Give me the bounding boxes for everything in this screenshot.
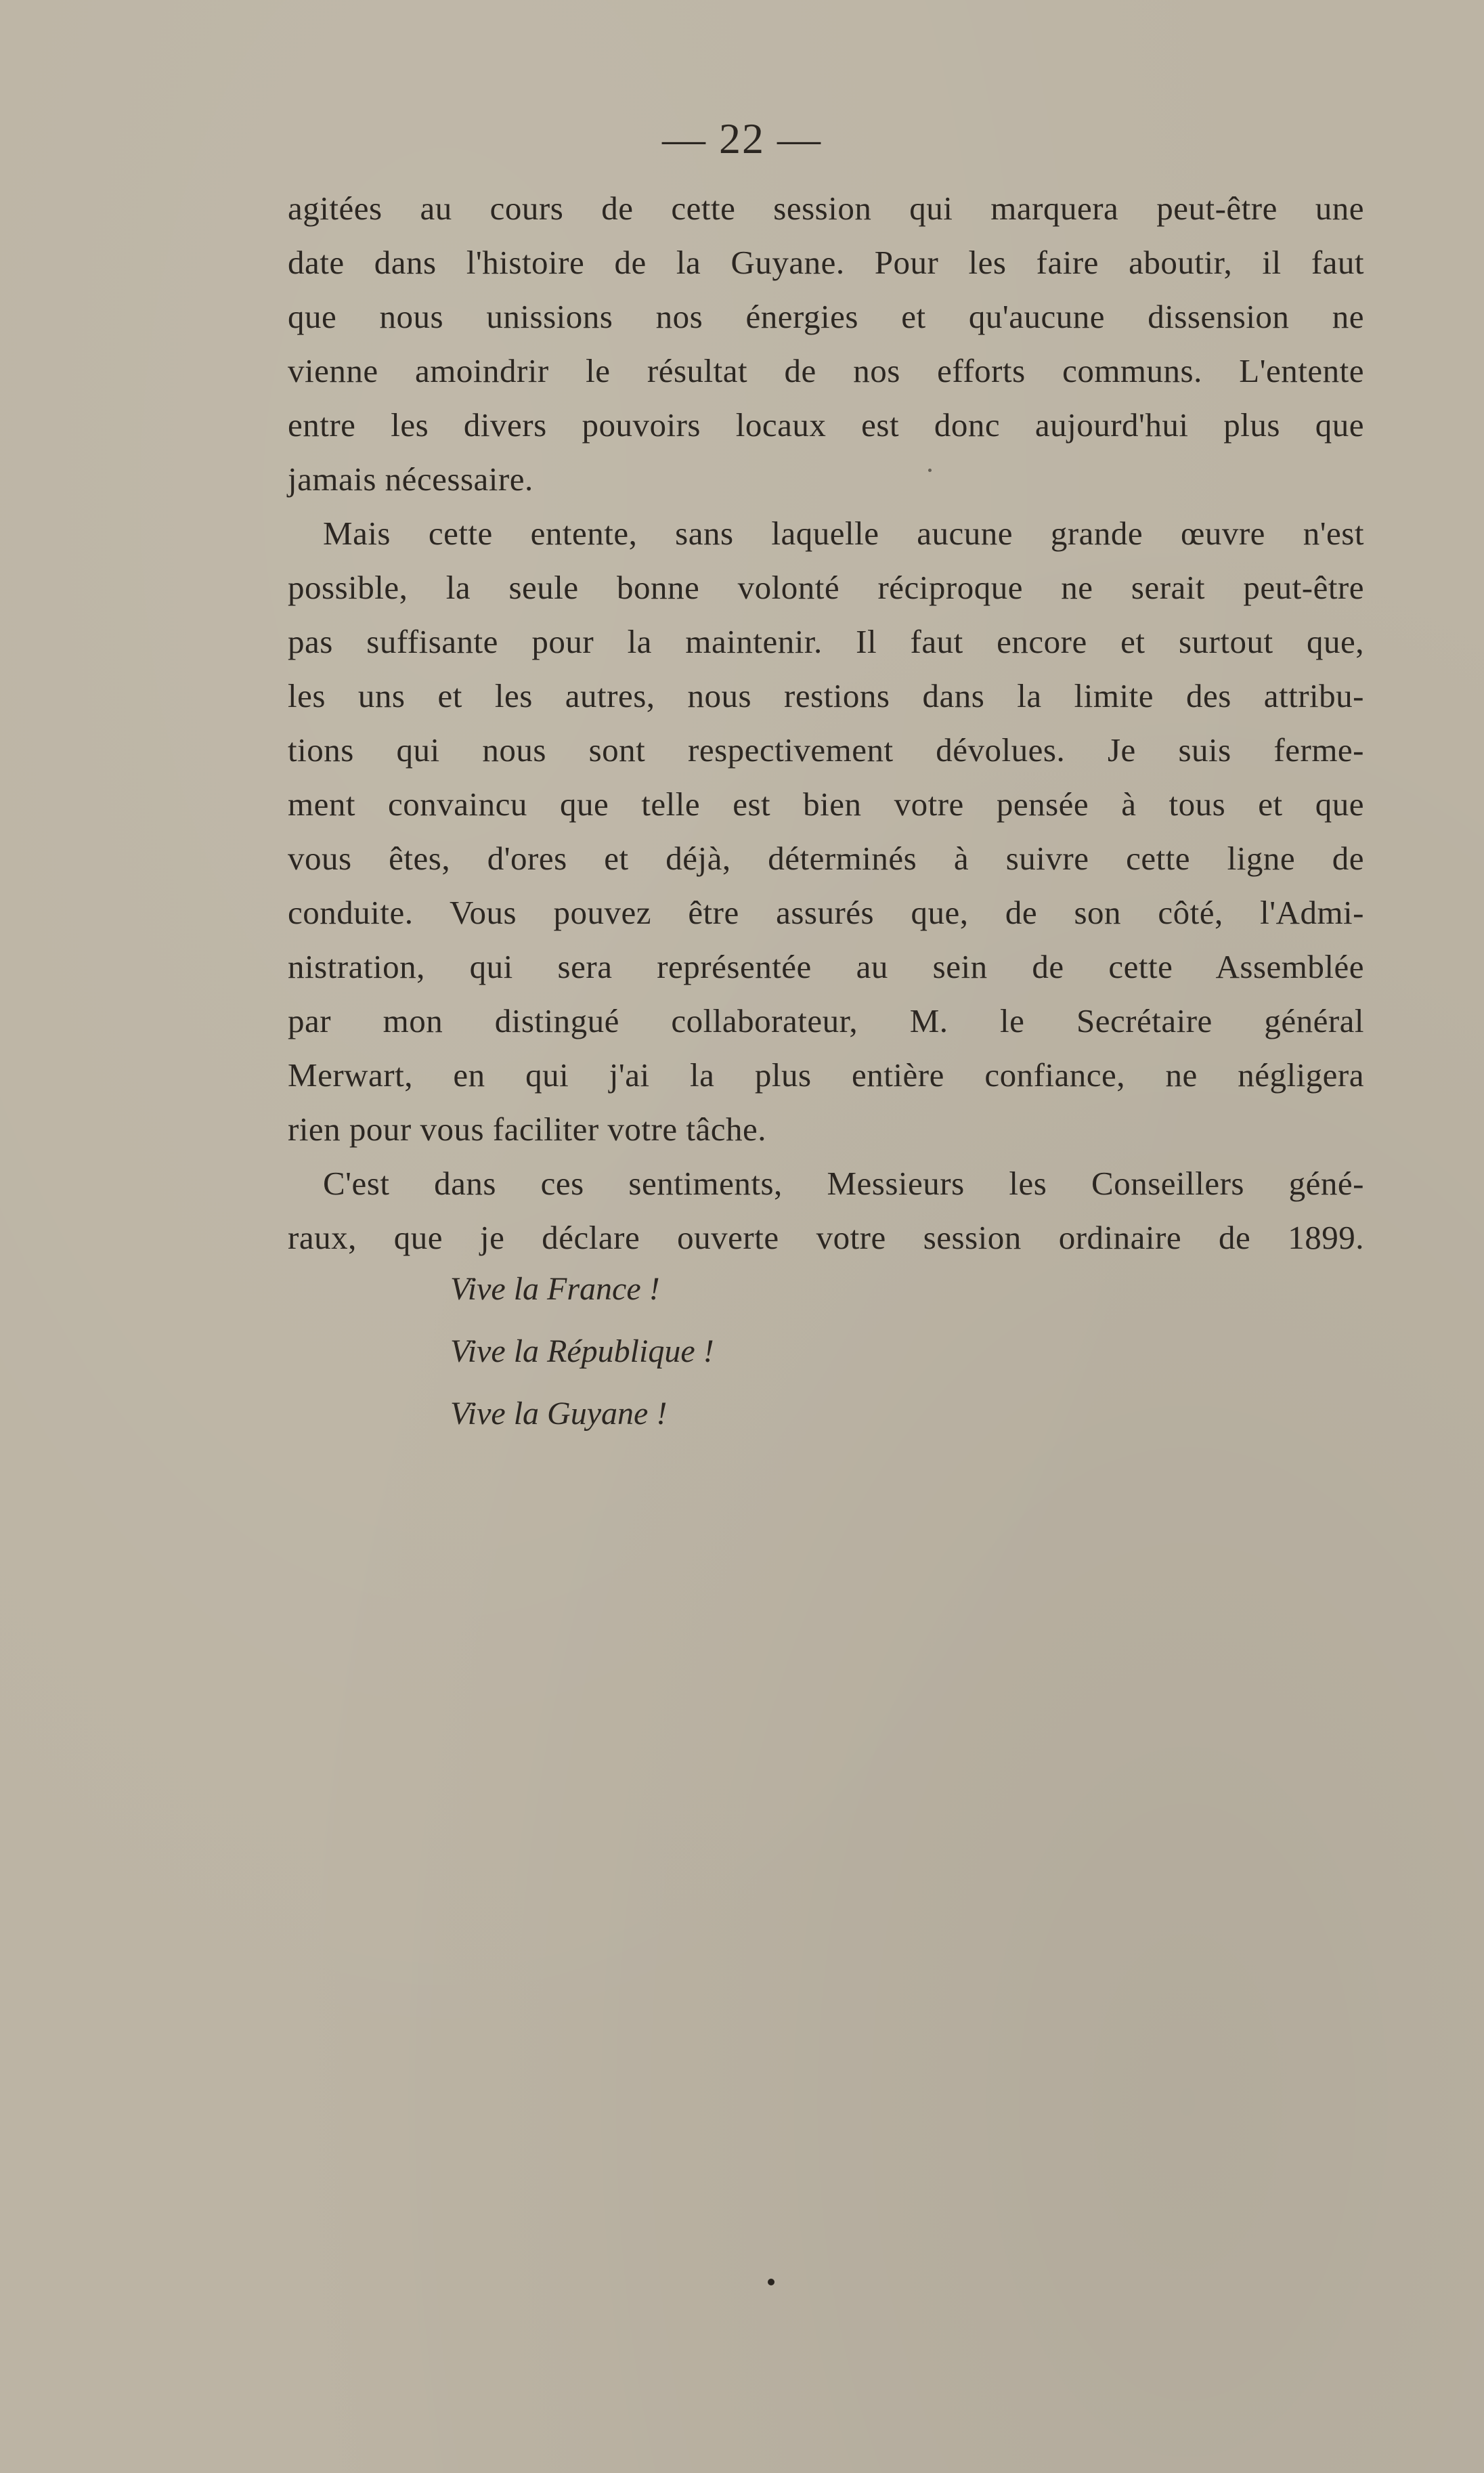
text-line: Merwart, en qui j'ai la plus entière confiance, ne négligera (288, 1056, 1364, 1094)
text-line: raux, que je déclare ouverte votre session ordinaire de 1899. (288, 1219, 1364, 1256)
text-line: jamais nécessaire. (288, 460, 533, 498)
text-line: pas suffisante pour la maintenir. Il faut encore et surtout que, (288, 623, 1364, 660)
closing-line: Vive la France ! (450, 1271, 660, 1307)
text-line: possible, la seule bonne volonté réciproque ne serait peut-être (288, 569, 1364, 606)
closing-line: Vive la République ! (450, 1333, 714, 1369)
text-line: les uns et les autres, nous restions dans la limite des attribu- (288, 677, 1364, 714)
text-line: nistration, qui sera représentée au sein de cette Assemblée (288, 948, 1364, 985)
text-line: date dans l'histoire de la Guyane. Pour les faire aboutir, il faut (288, 244, 1364, 281)
text-line: rien pour vous faciliter votre tâche. (288, 1111, 766, 1148)
text-line: tions qui nous sont respectivement dévolues. Je suis ferme- (288, 731, 1364, 769)
text-line: conduite. Vous pouvez être assurés que, de son côté, l'Admi- (288, 894, 1364, 931)
text-line: par mon distingué collaborateur, M. le Secrétaire général (288, 1002, 1364, 1039)
closing-salutation (450, 1258, 1060, 1445)
text-line: agitées au cours de cette session qui marquera peut-être une (288, 190, 1364, 227)
text-line: vous êtes, d'ores et déjà, déterminés à suivre cette ligne de (288, 840, 1364, 877)
ink-speck (928, 469, 932, 472)
ink-speck (768, 2279, 774, 2285)
text-line: entre les divers pouvoirs locaux est donc aujourd'hui plus que (288, 406, 1364, 444)
text-line: Mais cette entente, sans laquelle aucune grande œuvre n'est (323, 515, 1364, 552)
page-number: — 22 — (662, 114, 822, 163)
text-line: ment convaincu que telle est bien votre pensée à tous et que (288, 786, 1364, 823)
text-line: vienne amoindrir le résultat de nos efforts communs. L'entente (288, 352, 1364, 389)
body-text (288, 181, 1364, 1265)
text-line: C'est dans ces sentiments, Messieurs les Conseillers géné- (323, 1165, 1364, 1202)
text-line: que nous unissions nos énergies et qu'aucune dissension ne (288, 298, 1364, 335)
closing-line: Vive la Guyane ! (450, 1396, 668, 1432)
